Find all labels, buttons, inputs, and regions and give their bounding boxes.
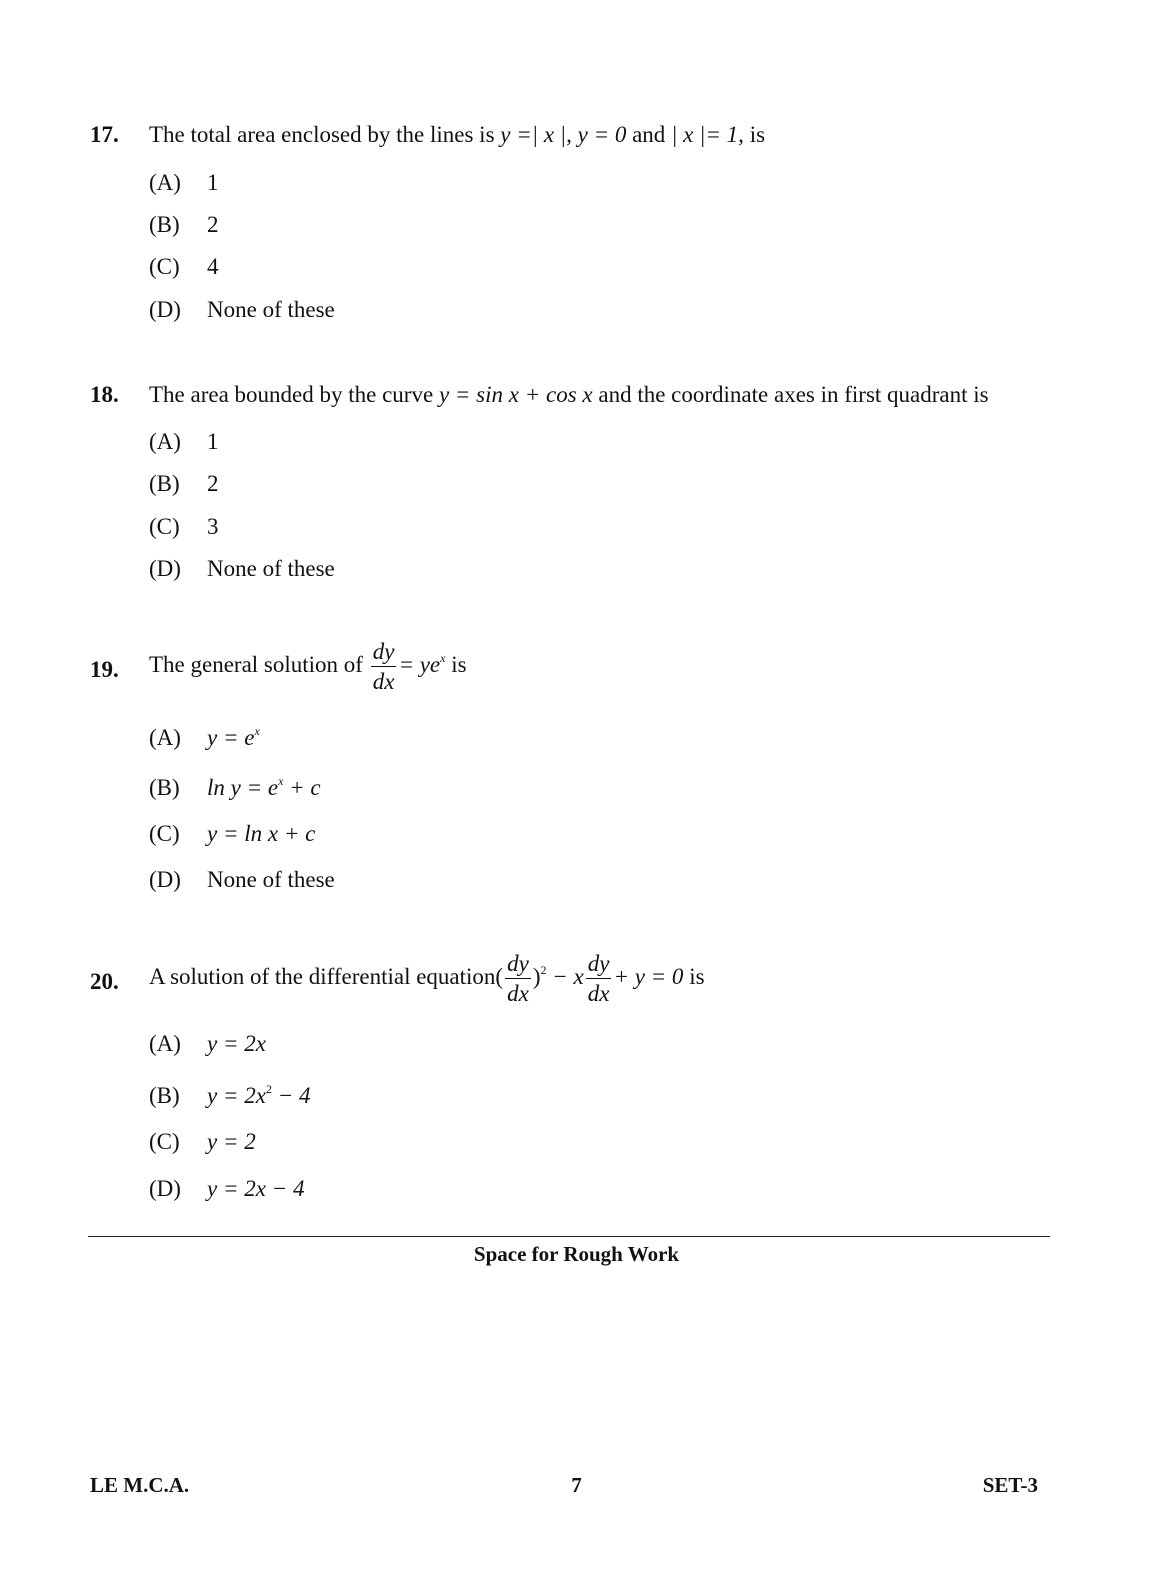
question-number: 19. [90,657,119,682]
option-a: (A) 1 [149,429,219,454]
question-number: 20. [90,969,119,994]
question-number: 17. [90,122,119,147]
option-a: (A) $y = e^x$ [149,724,260,750]
question-text: A solution of the differential equation( $\frac{dy}{dx}$ )$^2$ − x $\frac{dy}{dx}$ + y = 0 is [149,951,705,1006]
option-c: (C) y = ln x + c [149,821,316,846]
rough-work-heading: Space for Rough Work [473,1242,680,1266]
question-text: The area bounded by the curve y = sin x + cos x and the coordinate axes in first quadrant is [149,382,989,407]
option-c: (C) 4 [149,254,219,279]
fraction-dy-dx-2: $\frac{dy}{dx}$ [587,951,610,1006]
fraction-dy-dx: $\frac{dy}{dx}$ [507,951,529,1006]
divider-line [88,1236,1050,1237]
option-a: (A) 1 [149,170,219,195]
page-number: 7 [571,1473,582,1497]
question-number: 18. [90,382,119,407]
footer-right: SET-3 [982,1473,1038,1497]
option-d: (D) y = 2x − 4 [149,1176,305,1201]
option-c: (C) y = 2 [149,1129,256,1154]
option-d: (D) None of these [149,297,335,322]
option-d: (D) None of these [149,556,335,581]
fraction-dy-dx: $\frac{dy}{dx}$ [372,639,395,694]
option-b: (B) $y = 2x^2 - 4$ [149,1082,311,1108]
option-b: (B) $\ln y = e^x + c$ [149,774,321,800]
option-b: (B) 2 [149,212,219,237]
option-c: (C) 3 [149,514,219,539]
option-d: (D) None of these [149,867,335,892]
question-text: The total area enclosed by the lines is y =| x |, y = 0 and | x |= 1, is [149,122,766,147]
option-a: (A) y = 2x [149,1031,266,1056]
question-text: The general solution of $\frac{dy}{dx}$ = $ye^x$ is [149,639,467,694]
footer-left: LE M.C.A. [90,1473,190,1497]
option-b: (B) 2 [149,471,219,496]
